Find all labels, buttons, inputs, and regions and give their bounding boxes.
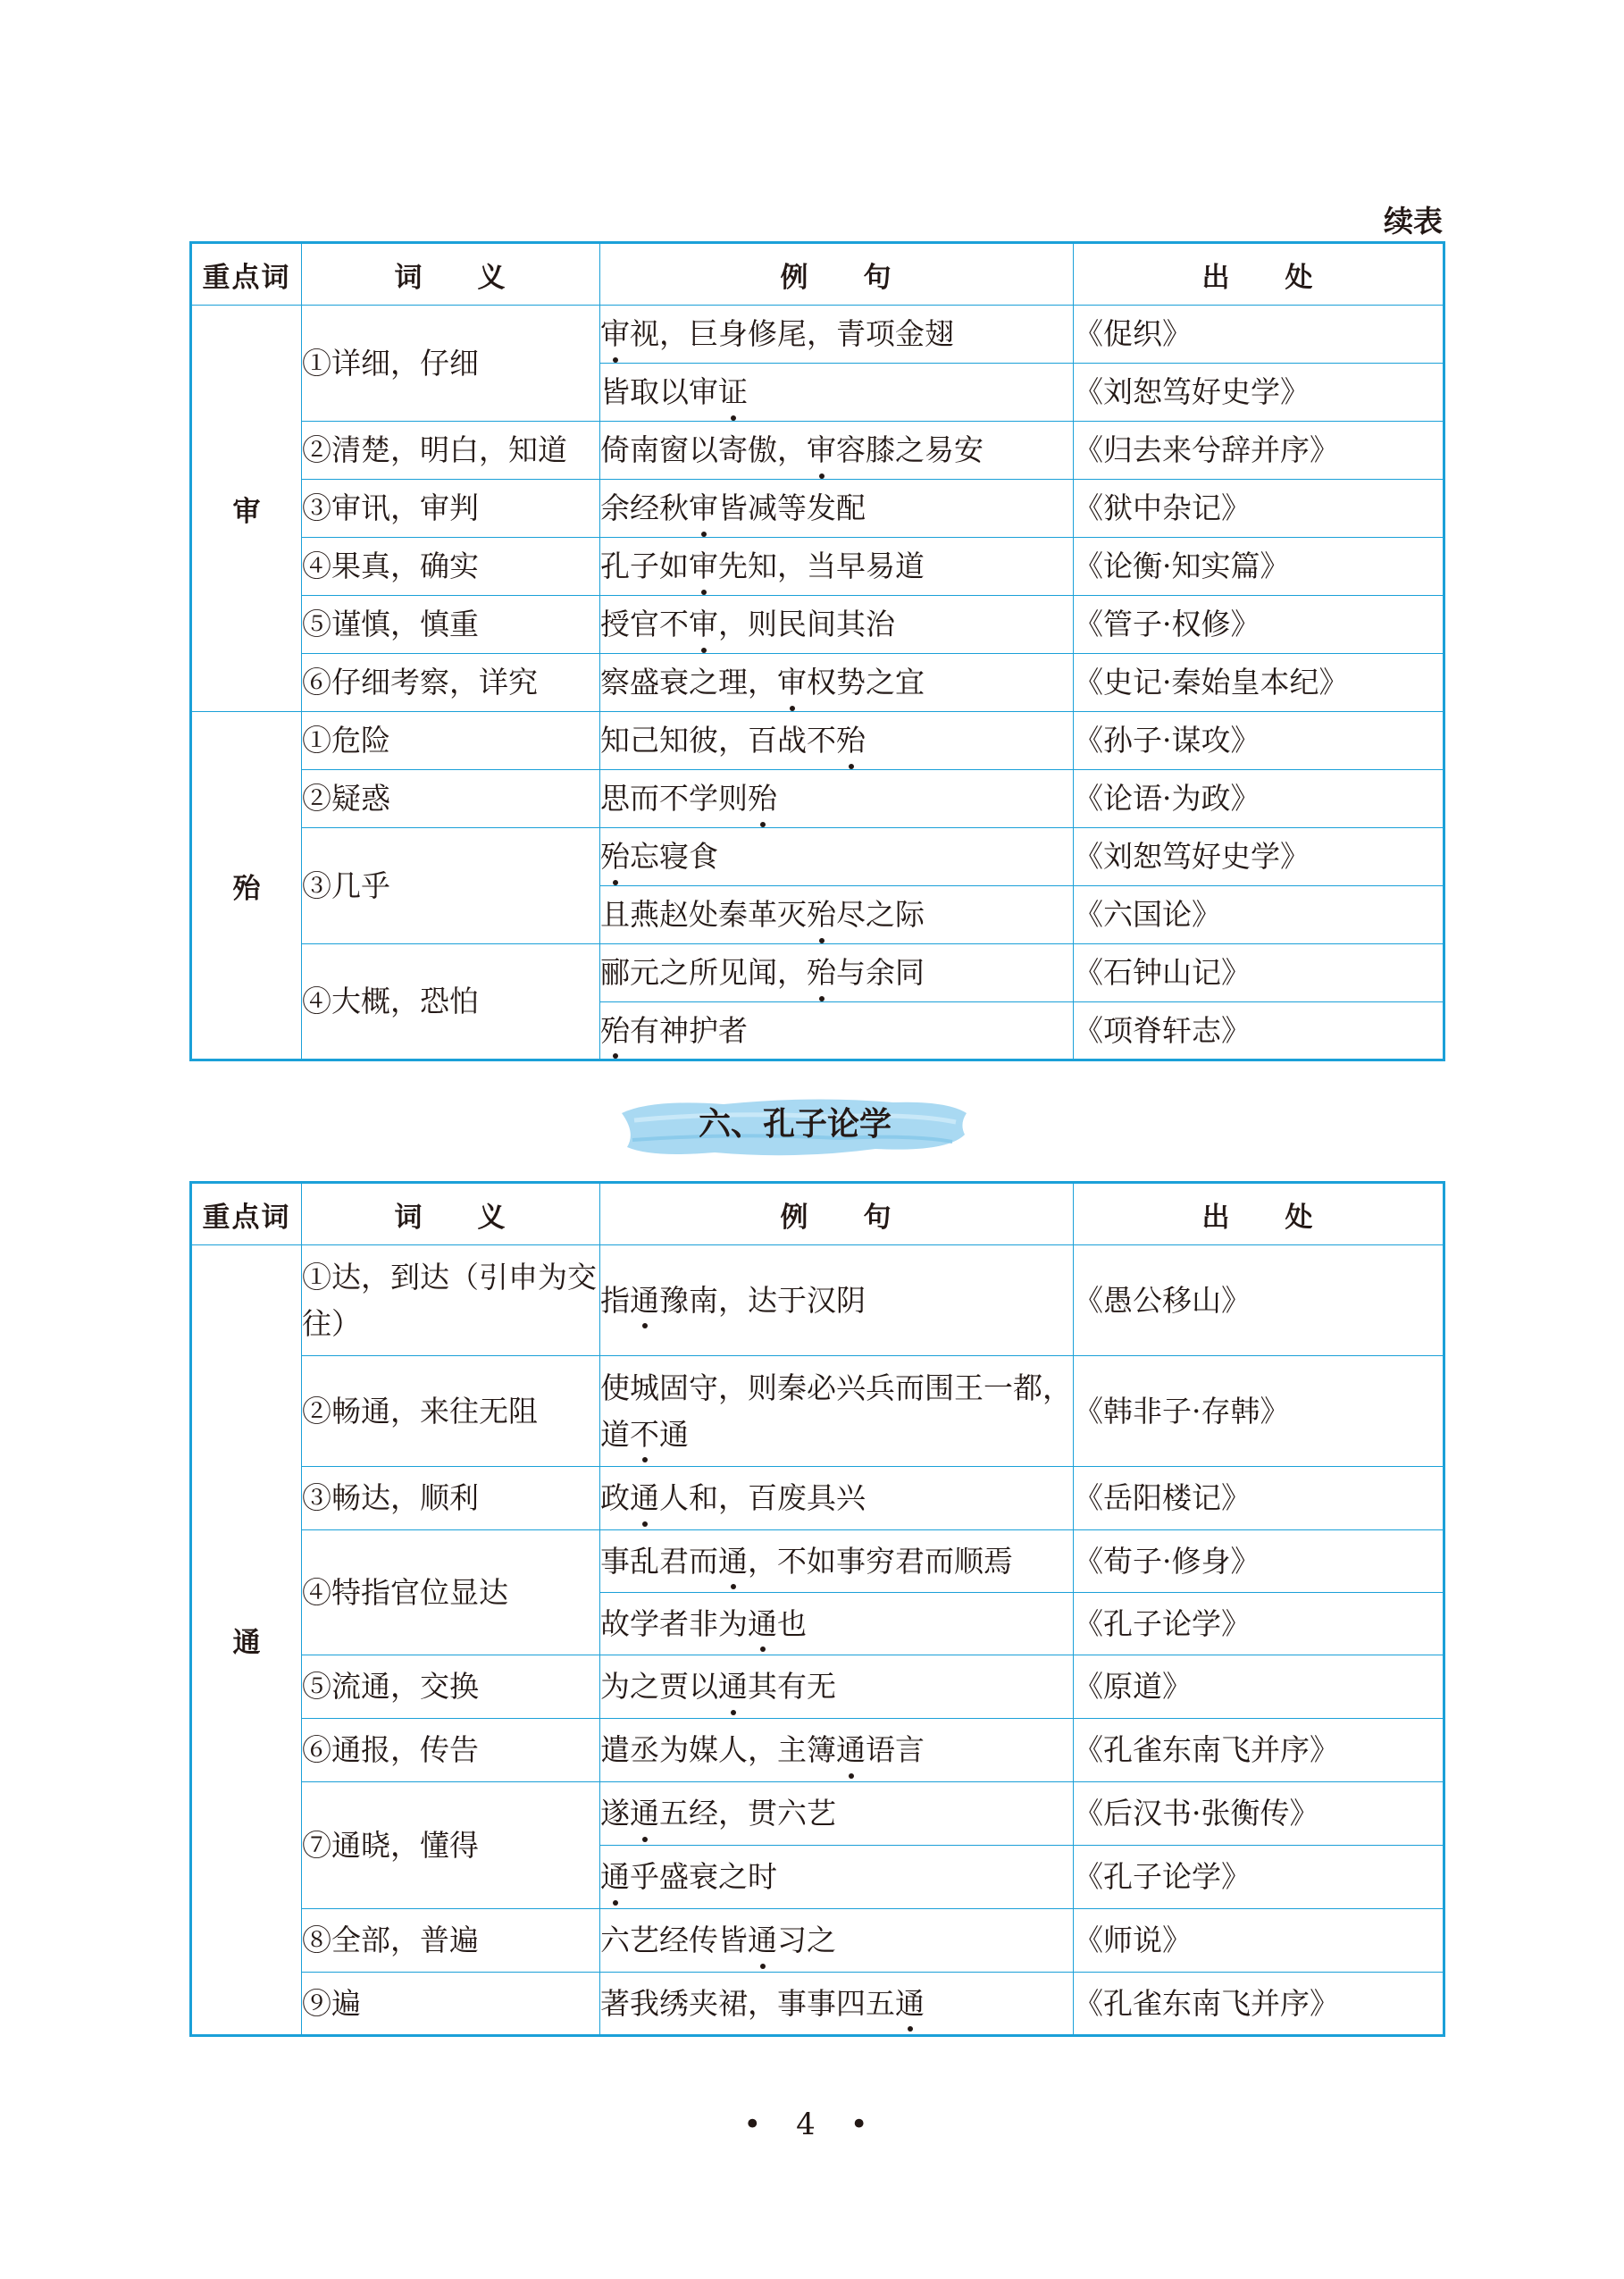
source-title: 《韩非子·存韩》 [1074, 1356, 1444, 1467]
source-title: 《愚公移山》 [1074, 1245, 1444, 1356]
source-title: 《孔雀东南飞并序》 [1074, 1719, 1444, 1782]
sense-label: ④特指官位显达 [302, 1530, 600, 1655]
emphasis-char: 通 [718, 1663, 748, 1709]
emphasis-char: 审 [689, 485, 718, 531]
sense-label: ④果真，确实 [302, 538, 600, 596]
emphasis-char: 通 [630, 1475, 659, 1521]
emphasis-char: 殆 [600, 834, 630, 879]
source-title: 《归去来兮辞并序》 [1074, 422, 1444, 480]
header-example [600, 1183, 1074, 1245]
table-row [191, 1909, 1444, 1973]
table-row [191, 654, 1444, 712]
header-source-b: 处 [1285, 1201, 1315, 1234]
example-sentence: 通乎盛衰之时 [600, 1846, 1074, 1909]
header-sense [302, 1183, 600, 1245]
table-header-row [191, 243, 1444, 306]
emphasis-char: 通 [630, 1790, 659, 1836]
example-sentence: 皆取以审证 [600, 364, 1074, 422]
source-title: 《项脊轩志》 [1074, 1002, 1444, 1060]
source-title: 《岳阳楼记》 [1074, 1467, 1444, 1530]
emphasis-char: 殆 [748, 775, 777, 821]
page-bullet-left: • [743, 2107, 774, 2142]
header-sense-a: 词 [394, 1201, 424, 1234]
example-sentence: 倚南窗以寄傲，审容膝之易安 [600, 422, 1074, 480]
source-title: 《六国论》 [1074, 886, 1444, 944]
example-sentence: 且燕赵处秦革灭殆尽之际 [600, 886, 1074, 944]
sense-label: ①危险 [302, 712, 600, 770]
example-sentence: 孔子如审先知，当早易道 [600, 538, 1074, 596]
emphasis-char: 审 [689, 601, 718, 647]
source-title: 《史记·秦始皇本纪》 [1074, 654, 1444, 712]
source-title: 《孙子·谋攻》 [1074, 712, 1444, 770]
header-word: 重点词 [191, 243, 302, 306]
example-sentence: 知己知彼，百战不殆 [600, 712, 1074, 770]
vocab-table-2 [189, 1181, 1445, 2037]
table-row [191, 1655, 1444, 1719]
table-row [191, 1467, 1444, 1530]
sense-label: ①详细，仔细 [302, 306, 600, 422]
emphasis-char: 通 [630, 1278, 659, 1323]
example-sentence: 遂通五经，贯六艺 [600, 1782, 1074, 1846]
table-row [191, 944, 1444, 1002]
source-title: 《孔雀东南飞并序》 [1074, 1973, 1444, 2036]
example-sentence: 殆有神护者 [600, 1002, 1074, 1060]
sense-label: ⑥仔细考察，详究 [302, 654, 600, 712]
emphasis-char: 殆 [600, 1008, 630, 1053]
source-title: 《论语·为政》 [1074, 770, 1444, 828]
source-title: 《论衡·知实篇》 [1074, 538, 1444, 596]
section-banner [616, 1093, 974, 1161]
emphasis-char: 审 [689, 543, 718, 589]
sense-label: ⑨遍 [302, 1973, 600, 2036]
vocab-table-1 [189, 241, 1445, 1061]
emphasis-char: 殆 [836, 717, 866, 763]
example-sentence: 指通豫南，达于汉阴 [600, 1245, 1074, 1356]
section-title: 六、孔子论学 [698, 1106, 892, 1143]
header-sense-a: 词 [394, 261, 424, 294]
table-row [191, 1719, 1444, 1782]
example-sentence: 思而不学则殆 [600, 770, 1074, 828]
source-title: 《促织》 [1074, 306, 1444, 364]
example-sentence: 余经秋审皆减等发配 [600, 480, 1074, 538]
example-sentence: 察盛衰之理，审权势之宜 [600, 654, 1074, 712]
header-example-b: 句 [863, 261, 893, 294]
example-sentence: 六艺经传皆通习之 [600, 1909, 1074, 1973]
emphasis-char: 审 [807, 427, 836, 473]
sense-label: ③审讯，审判 [302, 480, 600, 538]
header-source-b: 处 [1285, 261, 1315, 294]
example-sentence: 遣丞为媒人，主簿通语言 [600, 1719, 1074, 1782]
source-title: 《狱中杂记》 [1074, 480, 1444, 538]
keyword: 通 [191, 1245, 302, 2036]
table-row [191, 1245, 1444, 1356]
sense-label: ③畅达，顺利 [302, 1467, 600, 1530]
keyword: 审 [191, 306, 302, 712]
sense-label: ②清楚，明白，知道 [302, 422, 600, 480]
emphasis-char: 通 [748, 1601, 777, 1646]
emphasis-char: 通 [600, 1854, 630, 1899]
header-sense-b: 义 [477, 1201, 507, 1234]
sense-label: ②畅通，来往无阻 [302, 1356, 600, 1467]
emphasis-char: 审 [600, 311, 630, 356]
emphasis-char: 证 [718, 369, 748, 415]
header-sense [302, 243, 600, 306]
sense-label: ①达，到达（引申为交往） [302, 1245, 600, 1356]
table-row [191, 596, 1444, 654]
table-header-row [191, 1183, 1444, 1245]
table-row [191, 422, 1444, 480]
page-number-value: 4 [796, 2107, 828, 2142]
table-row [191, 770, 1444, 828]
emphasis-char: 通 [895, 1981, 925, 2026]
example-sentence: 故学者非为通也 [600, 1593, 1074, 1655]
source-title: 《刘恕笃好史学》 [1074, 828, 1444, 886]
example-sentence: 事乱君而通，不如事穷君而顺焉 [600, 1530, 1074, 1593]
sense-label: ④大概，恐怕 [302, 944, 600, 1060]
emphasis-char: 通 [836, 1727, 866, 1772]
sense-label: ⑥通报，传告 [302, 1719, 600, 1782]
example-sentence: 郦元之所见闻，殆与余同 [600, 944, 1074, 1002]
sense-label: ②疑惑 [302, 770, 600, 828]
source-title: 《管子·权修》 [1074, 596, 1444, 654]
source-title: 《师说》 [1074, 1909, 1444, 1973]
keyword: 殆 [191, 712, 302, 1060]
page-bullet-right: • [850, 2107, 881, 2142]
table-row [191, 480, 1444, 538]
example-sentence: 为之贾以通其有无 [600, 1655, 1074, 1719]
sense-label: ③几乎 [302, 828, 600, 944]
header-example-b: 句 [863, 1201, 893, 1234]
header-word: 重点词 [191, 1183, 302, 1245]
source-title: 《原道》 [1074, 1655, 1444, 1719]
header-source [1074, 243, 1444, 306]
emphasis-char: 不 [630, 1412, 659, 1457]
table-row [191, 1530, 1444, 1593]
table-row [191, 712, 1444, 770]
sense-label: ⑧全部，普遍 [302, 1909, 600, 1973]
emphasis-char: 殆 [807, 892, 836, 937]
table-row [191, 1356, 1444, 1467]
emphasis-char: 殆 [807, 950, 836, 995]
header-source [1074, 1183, 1444, 1245]
page-number [0, 2107, 1624, 2142]
table-row [191, 828, 1444, 886]
emphasis-char: 通 [718, 1538, 748, 1584]
source-title: 《孔子论学》 [1074, 1846, 1444, 1909]
header-example-a: 例 [780, 1201, 810, 1234]
header-sense-b: 义 [477, 261, 507, 294]
example-sentence: 授官不审，则民间其治 [600, 596, 1074, 654]
source-title: 《孔子论学》 [1074, 1593, 1444, 1655]
continued-label: 续表 [1384, 204, 1443, 239]
table-row [191, 1973, 1444, 2036]
sense-label: ⑤谨慎，慎重 [302, 596, 600, 654]
source-title: 《荀子·修身》 [1074, 1530, 1444, 1593]
table-row [191, 306, 1444, 364]
source-title: 《石钟山记》 [1074, 944, 1444, 1002]
source-title: 《后汉书·张衡传》 [1074, 1782, 1444, 1846]
example-sentence: 著我绣夹裙，事事四五通 [600, 1973, 1074, 2036]
source-title: 《刘恕笃好史学》 [1074, 364, 1444, 422]
example-sentence: 殆忘寝食 [600, 828, 1074, 886]
emphasis-char: 通 [748, 1917, 777, 1963]
example-sentence: 审视，巨身修尾，青项金翅 [600, 306, 1074, 364]
header-source-a: 出 [1201, 261, 1232, 294]
header-example [600, 243, 1074, 306]
emphasis-char: 审 [777, 659, 807, 705]
table-row [191, 1782, 1444, 1846]
example-sentence: 政通人和，百废具兴 [600, 1467, 1074, 1530]
sense-label: ⑦通晓，懂得 [302, 1782, 600, 1909]
table-row [191, 538, 1444, 596]
header-source-a: 出 [1201, 1201, 1232, 1234]
header-example-a: 例 [780, 261, 810, 294]
sense-label: ⑤流通，交换 [302, 1655, 600, 1719]
example-sentence: 使城固守，则秦必兴兵而围王一都，道不通 [600, 1356, 1074, 1467]
